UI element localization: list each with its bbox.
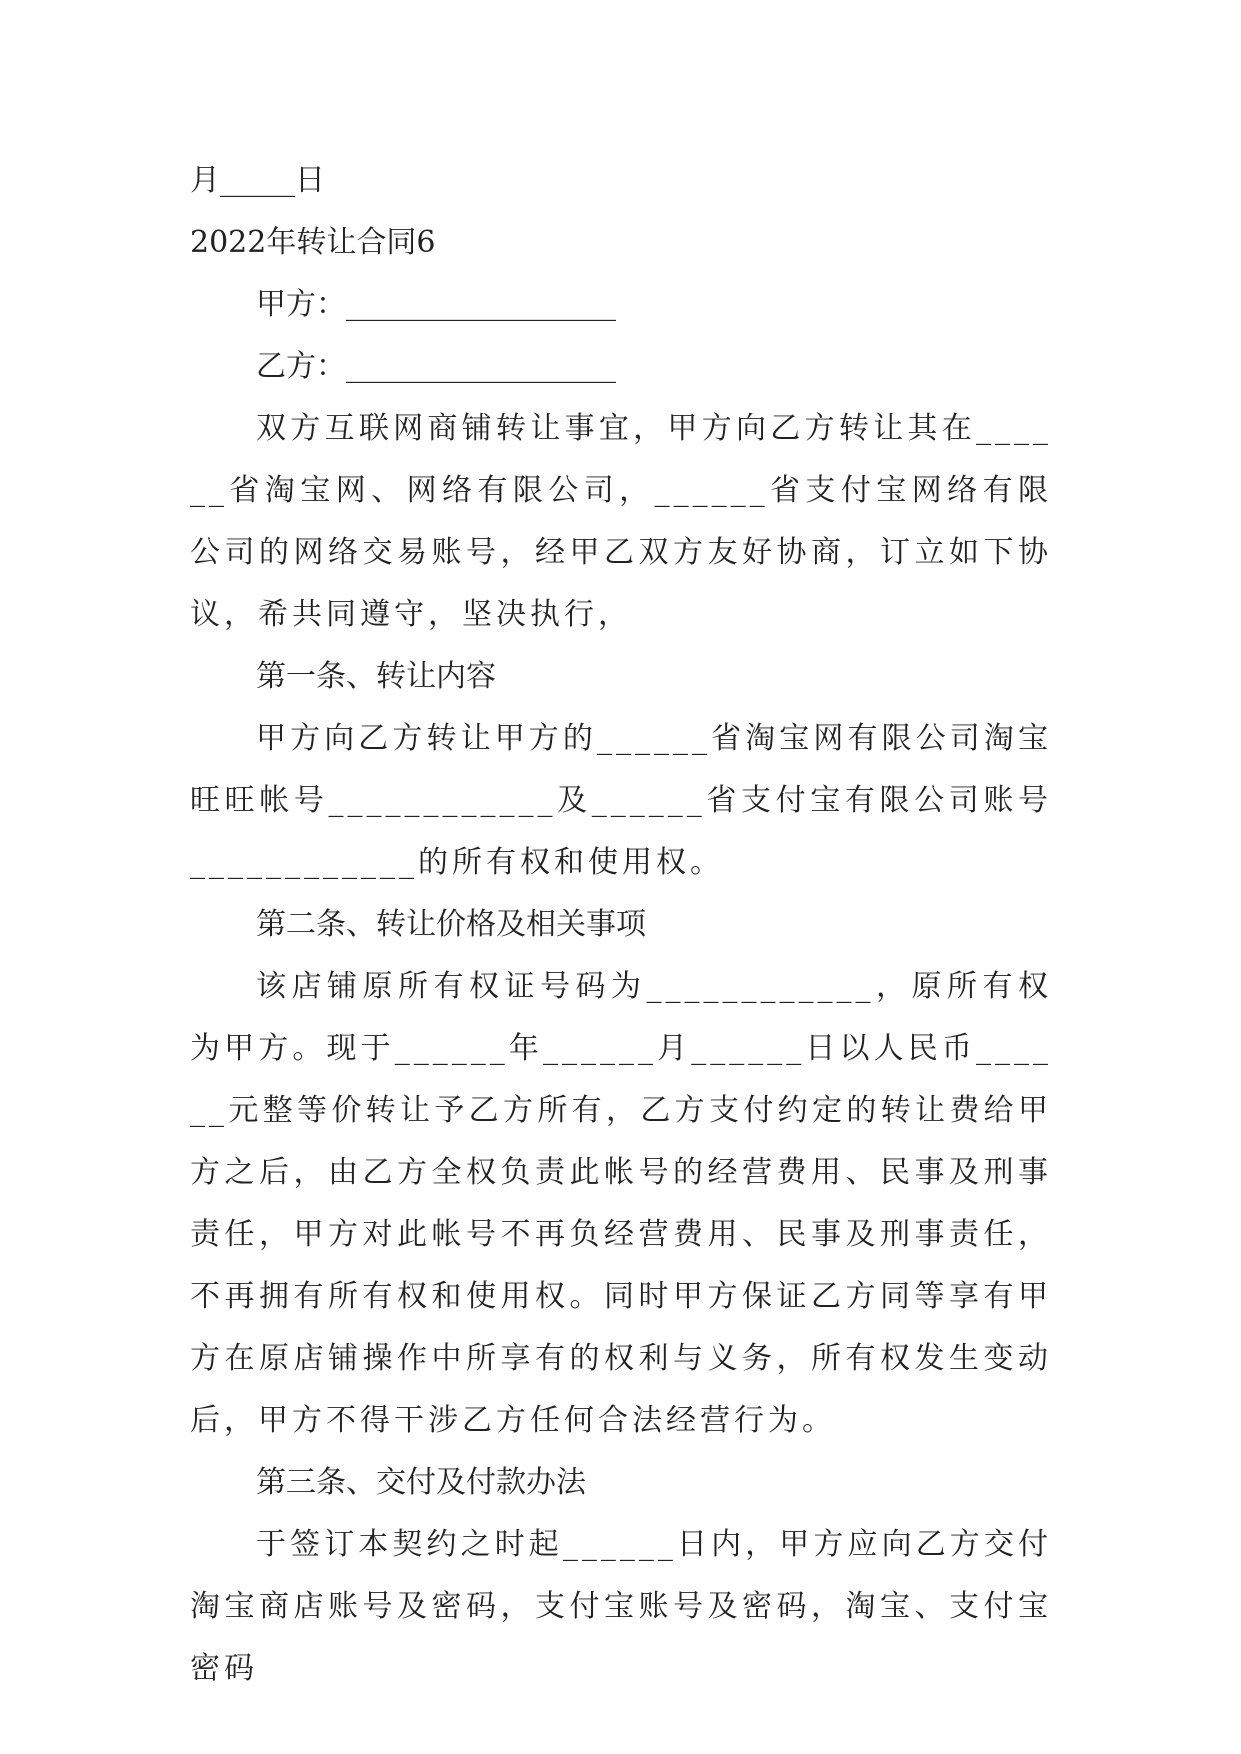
article-2-body: 该店铺原所有权证号码为____________，原所有权为甲方。现于______年______月______日以人民币______元整等价转让予乙方所有，乙方支付约定的转让费给甲方之后，由乙方全权负责此帐号的经营费用、民事及刑事责任，甲方对此帐号不再负经营费用、民事及刑事责任，不再拥有所有权和使用权。同时甲方保证乙方同等享有甲方在原店铺操作中所享有的权利与义务，所有权发生变动后，甲方不得干涉乙方任何合法经营行为。	[190, 969, 1052, 1438]
date-line: 月_____日	[190, 163, 325, 198]
party-a-line: 甲方：__________________	[256, 287, 616, 322]
article-1-body: 甲方向乙方转让甲方的______省淘宝网有限公司淘宝旺旺帐号____________及______省支付宝有限公司账号____________的所有权和使用权。	[190, 721, 1052, 880]
contract-text	[190, 150, 1052, 1700]
article-3-body: 于签订本契约之时起______日内，甲方应向乙方交付淘宝商店账号及密码，支付宝账号及密码，淘宝、支付宝密码	[190, 1527, 1052, 1686]
article-2-heading: 第二条、转让价格及相关事项	[256, 907, 646, 942]
article-1-heading: 第一条、转让内容	[256, 659, 496, 694]
party-b-line: 乙方：__________________	[256, 349, 616, 384]
article-3-heading: 第三条、交付及付款办法	[256, 1465, 586, 1500]
contract-title: 2022年转让合同6	[190, 225, 436, 260]
intro-paragraph: 双方互联网商铺转让事宜，甲方向乙方转让其在______省淘宝网、网络有限公司，______省支付宝网络有限公司的网络交易账号，经甲乙双方友好协商，订立如下协议，希共同遵守，坚决执行，	[190, 411, 1052, 632]
